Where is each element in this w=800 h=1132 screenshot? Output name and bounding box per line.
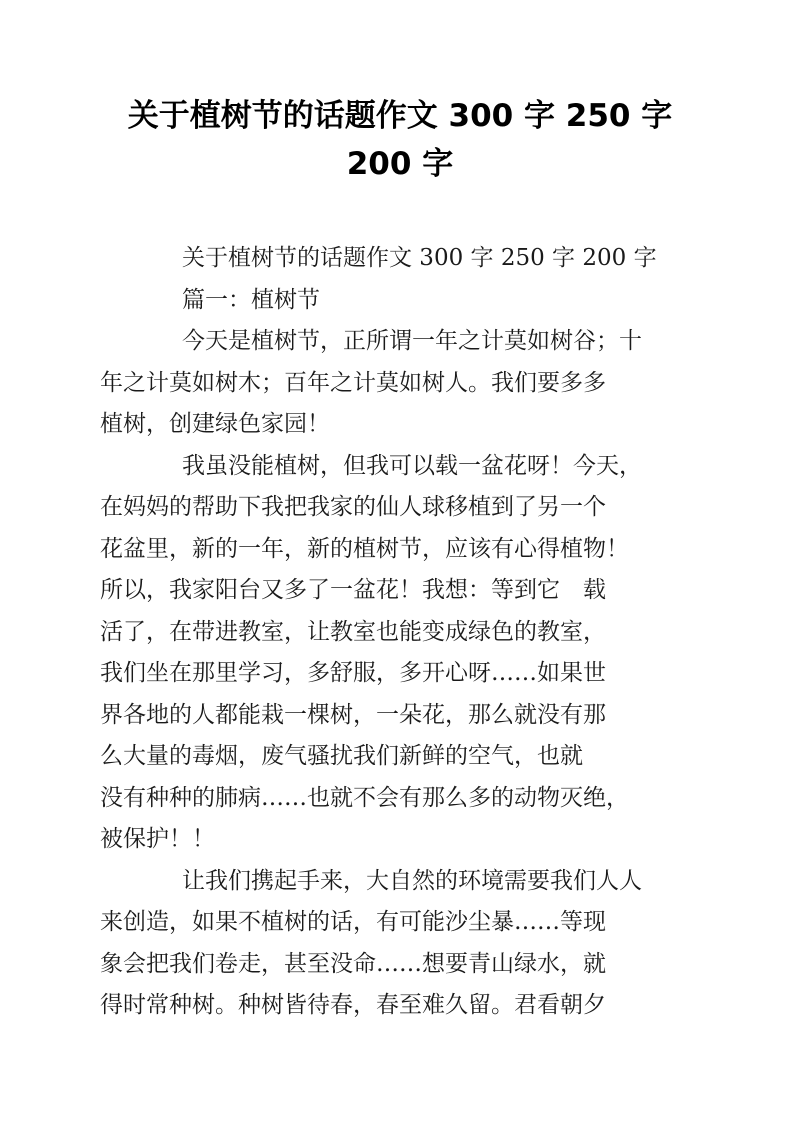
- paragraph-line: 所以，我家阳台又多了一盆花！我想：等到它 载: [100, 577, 606, 603]
- paragraph: [100, 446, 670, 861]
- paragraph-line: 象会把我们卷走，甚至没命……想要青山绿水，就: [100, 950, 606, 977]
- paragraph: [100, 861, 670, 1027]
- paragraph-line: 让我们携起手来，大自然的环境需要我们人人: [182, 867, 642, 894]
- paragraph-line: 今天是植树节，正所谓一年之计莫如树谷；十: [182, 328, 642, 354]
- paragraph-line: 我虽没能植树，但我可以载一盆花呀！今天，: [182, 452, 642, 479]
- paragraph-line: 没有种种的肺病……也就不会有那么多的动物灭绝，: [100, 784, 629, 811]
- body-heading: 关于植树节的话题作文 300 字 250 字 200 字: [182, 245, 657, 271]
- section-label: 篇一：植树节: [182, 286, 320, 313]
- paragraph-line: 被保护！！: [100, 826, 215, 852]
- paragraph-line: 花盆里，新的一年，新的植树节，应该有心得植物！: [100, 535, 629, 562]
- paragraph-line: 我们坐在那里学习，多舒服，多开心呀……如果世: [100, 660, 606, 686]
- document-body: [100, 238, 670, 1027]
- paragraph-line: 年之计莫如树木；百年之计莫如树人。我们要多多: [100, 369, 606, 396]
- paragraph-line: 界各地的人都能栽一棵树，一朵花，那么就没有那: [100, 701, 606, 728]
- document-title: [100, 92, 700, 188]
- title-line: 关于植树节的话题作文 300 字 250 字: [127, 98, 673, 134]
- paragraph-line: 活了，在带进教室，让教室也能变成绿色的教室，: [100, 618, 606, 645]
- paragraph-line: 得时常种树。种树皆待春，春至难久留。君看朝夕: [100, 992, 606, 1018]
- paragraph-line: 么大量的毒烟，废气骚扰我们新鲜的空气，也就: [100, 743, 583, 769]
- paragraph-line: 来创造，如果不植树的话，有可能沙尘暴……等现: [100, 909, 606, 935]
- paragraph-line: 植树，创建绿色家园！: [100, 411, 330, 437]
- title-line: 200 字: [346, 146, 454, 182]
- paragraph-line: 在妈妈的帮助下我把我家的仙人球移植到了另一个: [100, 494, 606, 520]
- paragraph: [100, 321, 670, 446]
